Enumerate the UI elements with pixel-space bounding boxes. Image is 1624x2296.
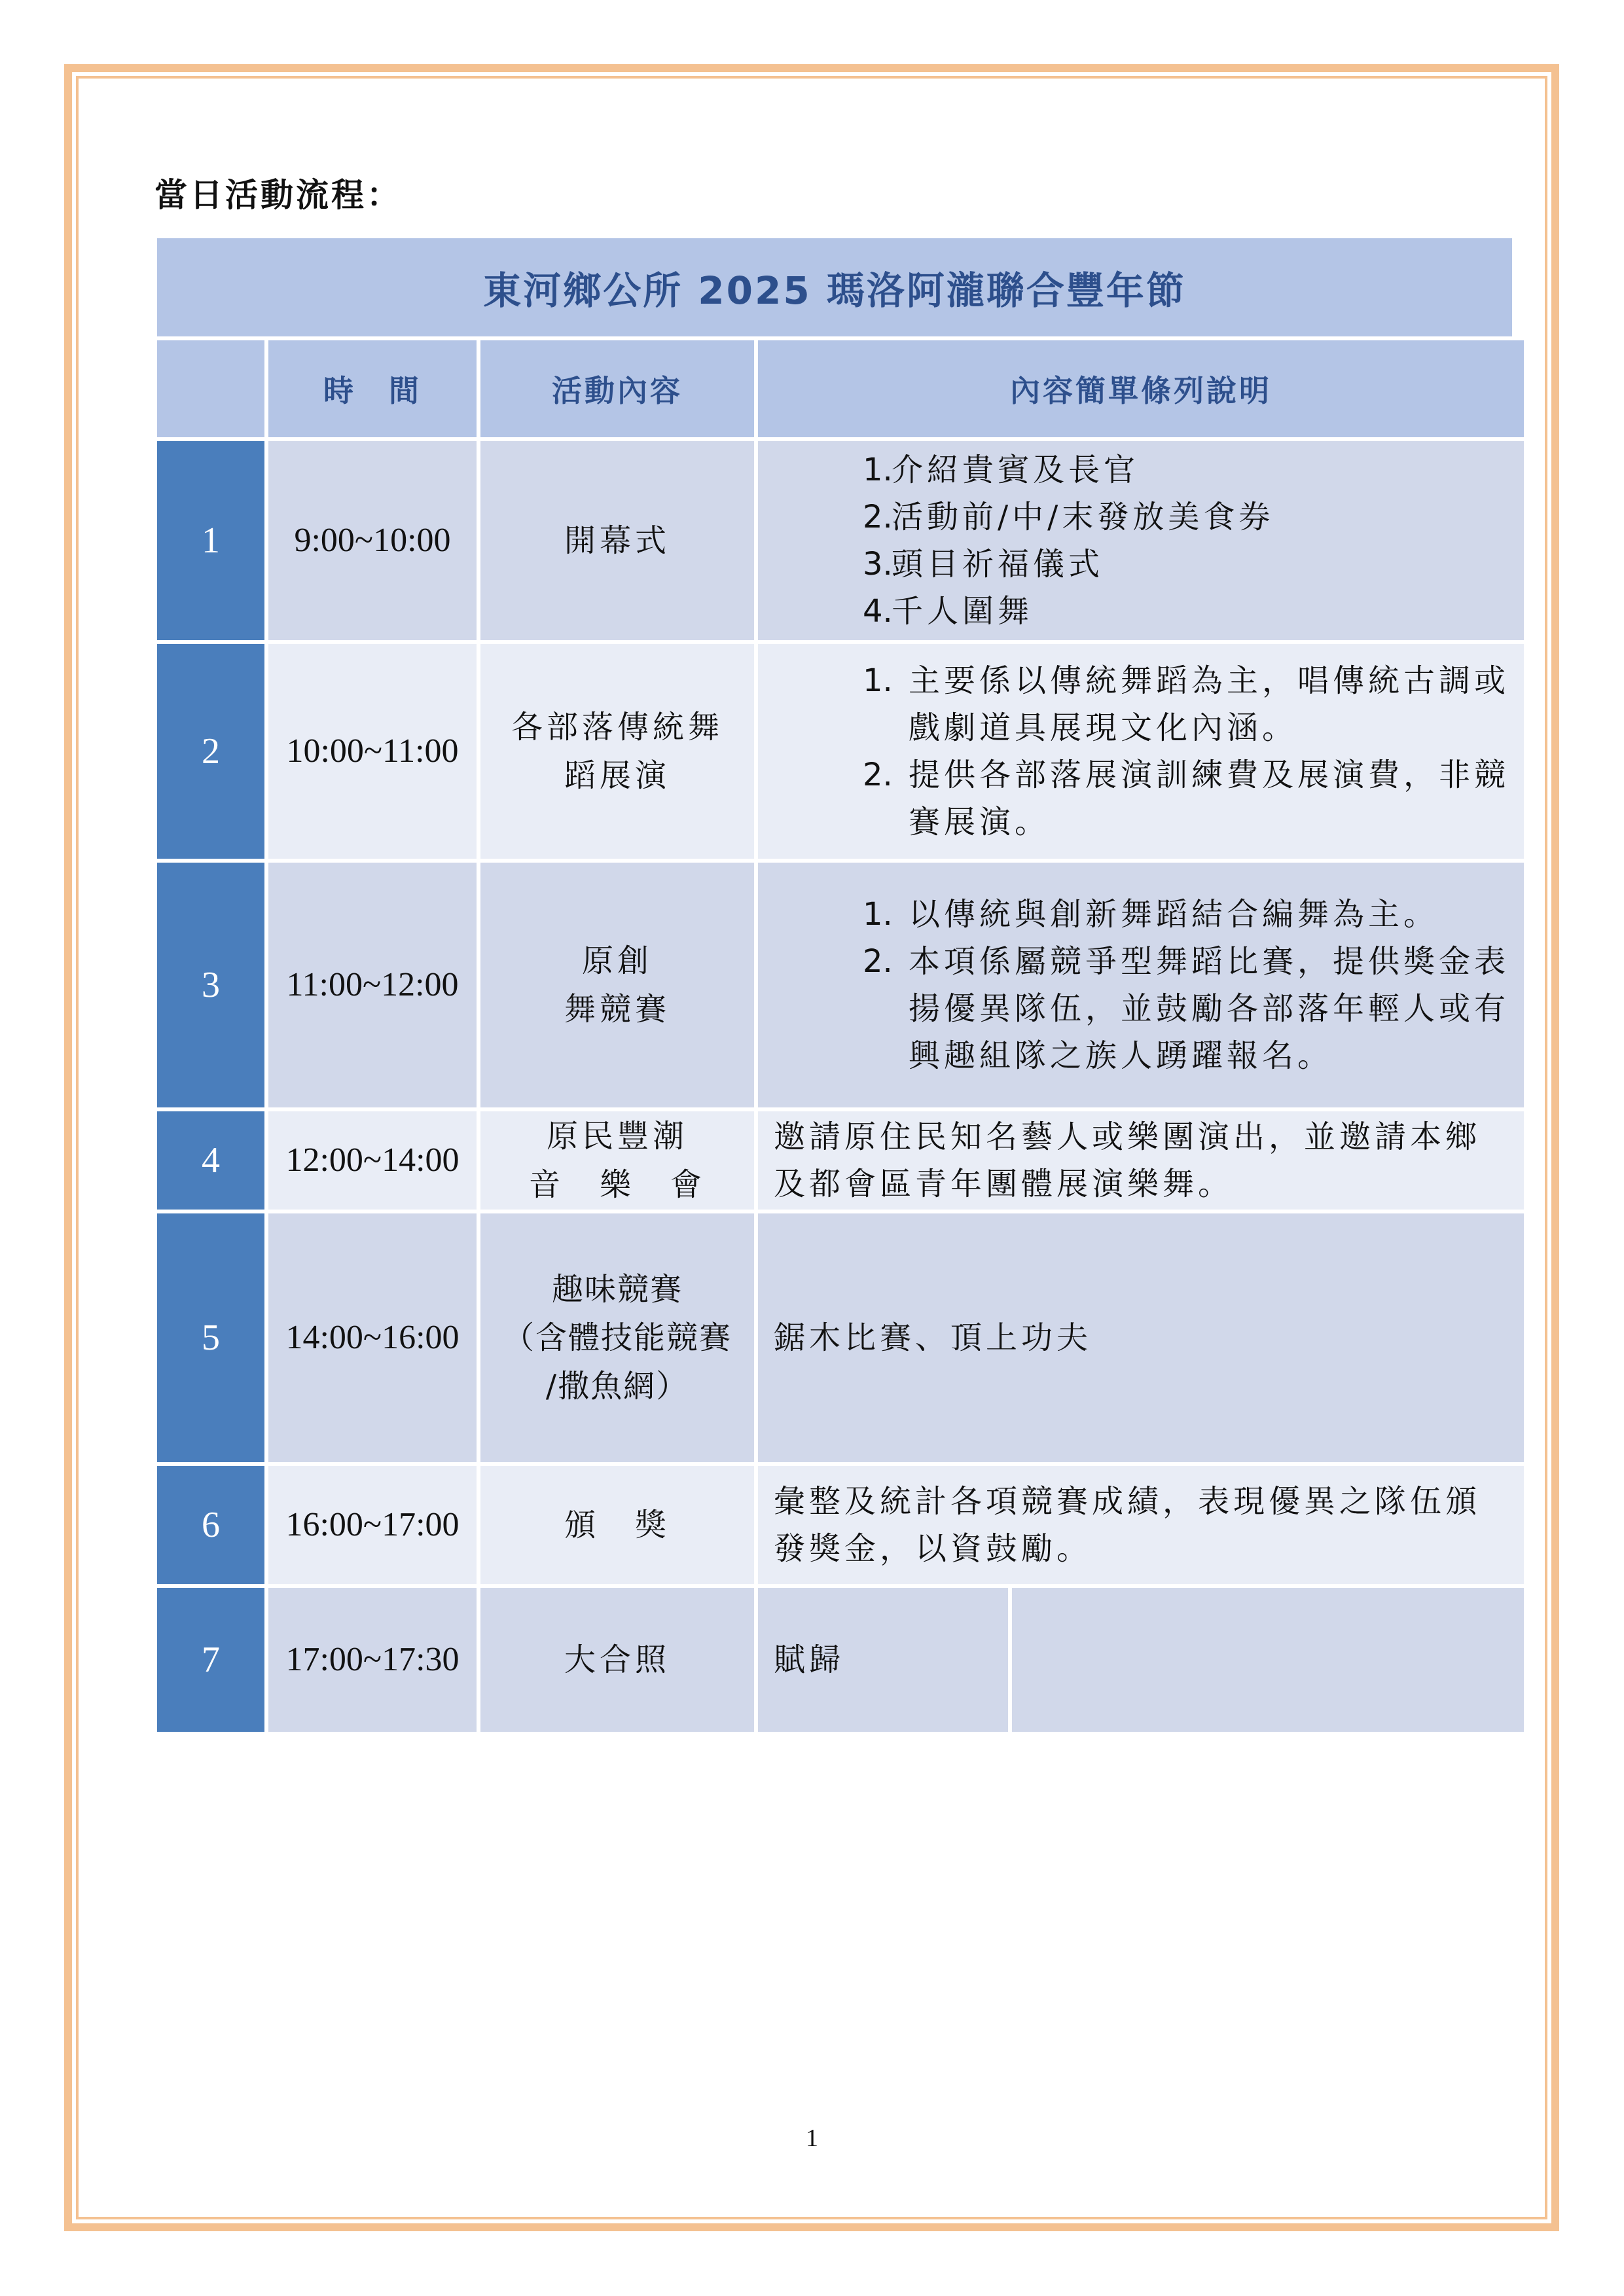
row-time: 10:00~11:00	[268, 644, 477, 859]
list-item: 1. 介紹貴賓及長官	[863, 452, 1140, 488]
table-row	[157, 1111, 1512, 1210]
row-time: 12:00~14:00	[268, 1111, 477, 1210]
description-cell: 賦歸	[758, 1588, 1008, 1732]
list-item: 2. 提供各部落展演訓練費及展演費，非競賽展演。	[863, 757, 1510, 840]
row-description: 邀請原住民知名藝人或樂團演出，並邀請本鄉及都會區青年團體展演樂舞。	[758, 1111, 1524, 1210]
header-description: 內容簡單條列說明	[758, 340, 1524, 437]
row-activity: 原創 舞競賽	[480, 863, 754, 1107]
row-activity: 原民豐潮 音 樂 會	[480, 1111, 754, 1210]
row-activity: 頒 獎	[480, 1466, 754, 1584]
table-row	[157, 1213, 1512, 1462]
row-description	[758, 441, 1524, 640]
list-item: 1. 主要係以傳統舞蹈為主，唱傳統古調或戲劇道具展現文化內涵。	[863, 662, 1510, 746]
list-item: 2. 本項係屬競爭型舞蹈比賽，提供獎金表揚優異隊伍，並鼓勵各部落年輕人或有興趣組隊之族人踴躍報名。	[863, 943, 1510, 1074]
row-time: 14:00~16:00	[268, 1213, 477, 1462]
row-time: 11:00~12:00	[268, 863, 477, 1107]
page-number: 1	[806, 2125, 818, 2152]
row-time: 9:00~10:00	[268, 441, 477, 640]
row-number: 2	[157, 644, 264, 859]
page-heading: 當日活動流程：	[154, 176, 402, 214]
table-row	[157, 1588, 1512, 1732]
row-activity: 各部落傳統舞 蹈展演	[480, 644, 754, 859]
table-header-row	[157, 340, 1512, 437]
row-number: 5	[157, 1213, 264, 1462]
row-activity: 大合照	[480, 1588, 754, 1732]
row-activity: 趣味競賽 （含體技能競賽 /撒魚網）	[480, 1213, 754, 1462]
list-item: 1. 以傳統與創新舞蹈結合編舞為主。	[863, 896, 1439, 933]
list-item: 4. 千人圍舞	[863, 593, 1034, 630]
row-description: 彙整及統計各項競賽成績，表現優異之隊伍頒發獎金，以資鼓勵。	[758, 1466, 1524, 1584]
row-number: 3	[157, 863, 264, 1107]
row-time: 17:00~17:30	[268, 1588, 477, 1732]
table-row	[157, 644, 1512, 859]
row-description: 鋸木比賽、頂上功夫	[758, 1213, 1524, 1462]
row-description	[758, 644, 1524, 859]
row-activity: 開幕式	[480, 441, 754, 640]
row-time: 16:00~17:00	[268, 1466, 477, 1584]
row-number: 1	[157, 441, 264, 640]
list-item: 2. 活動前/中/末發放美食券	[863, 499, 1274, 535]
header-num	[157, 340, 264, 437]
row-number: 6	[157, 1466, 264, 1584]
header-time: 時 間	[268, 340, 477, 437]
row-number: 7	[157, 1588, 264, 1732]
row-description	[758, 863, 1524, 1107]
table-row	[157, 863, 1512, 1107]
row-description	[758, 1588, 1524, 1732]
header-activity: 活動內容	[480, 340, 754, 437]
list-item: 3. 頭目祈福儀式	[863, 546, 1104, 583]
table-title: 東河鄉公所 2025 瑪洛阿瀧聯合豐年節	[157, 238, 1512, 336]
row-number: 4	[157, 1111, 264, 1210]
schedule-table	[157, 238, 1512, 1732]
empty-cell	[1012, 1588, 1524, 1732]
table-row	[157, 1466, 1512, 1584]
table-row	[157, 441, 1512, 640]
